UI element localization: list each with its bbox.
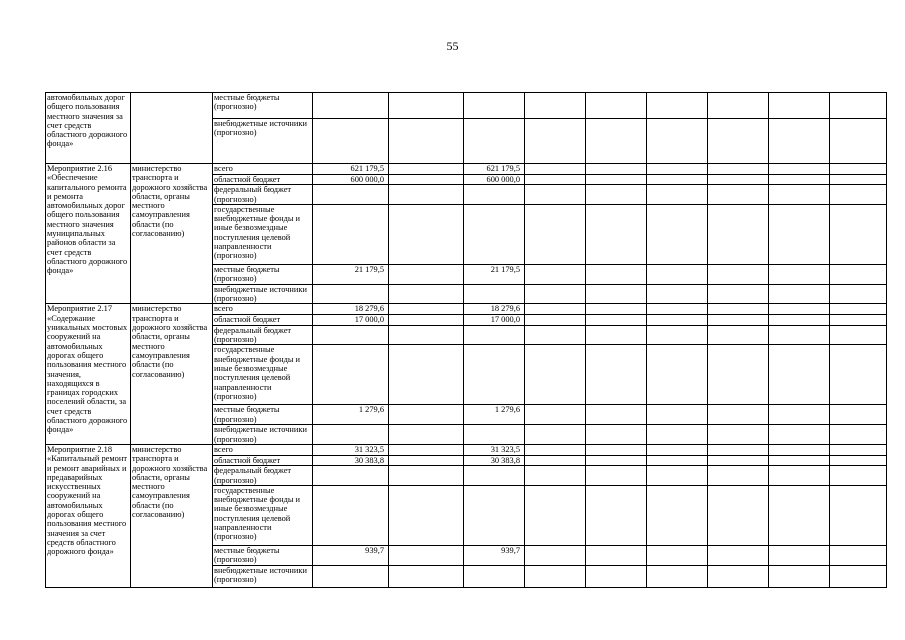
amount-cell [647, 284, 708, 304]
amount-cell [389, 545, 464, 565]
amount-cell [708, 444, 769, 455]
amount-cell [389, 119, 464, 164]
amount-cell [464, 345, 525, 405]
amount-cell [769, 284, 830, 304]
amount-cell [586, 565, 647, 587]
amount-cell [525, 185, 586, 205]
amount-cell [647, 485, 708, 545]
amount-cell [389, 444, 464, 455]
amount-cell [586, 304, 647, 315]
amount-cell [313, 185, 389, 205]
amount-cell [389, 185, 464, 205]
executor-cell [131, 93, 213, 164]
amount-cell: 939,7 [464, 545, 525, 565]
amount-cell [525, 425, 586, 445]
amount-cell [830, 185, 887, 205]
amount-cell [389, 264, 464, 284]
amount-cell [769, 485, 830, 545]
amount-cell [389, 345, 464, 405]
amount-cell [586, 185, 647, 205]
amount-cell [586, 175, 647, 185]
funding-source-cell: местные бюджеты (прогнозно) [213, 545, 313, 565]
amount-cell [647, 325, 708, 345]
amount-cell [647, 565, 708, 587]
amount-cell [313, 466, 389, 486]
amount-cell: 18 279,6 [313, 304, 389, 315]
amount-cell: 621 179,5 [313, 164, 389, 175]
amount-cell [586, 264, 647, 284]
amount-cell [708, 545, 769, 565]
funding-source-cell: всего [213, 304, 313, 315]
amount-cell [708, 304, 769, 315]
amount-cell [313, 345, 389, 405]
funding-source-cell: всего [213, 164, 313, 175]
amount-cell [830, 93, 887, 119]
amount-cell [647, 466, 708, 486]
amount-cell [389, 485, 464, 545]
amount-cell [830, 455, 887, 465]
amount-cell [830, 325, 887, 345]
funding-source-cell: федеральный бюджет (прогнозно) [213, 466, 313, 486]
amount-cell [525, 565, 586, 587]
budget-table [45, 92, 887, 588]
amount-cell [586, 345, 647, 405]
amount-cell: 600 000,0 [313, 175, 389, 185]
amount-cell [525, 444, 586, 455]
funding-source-cell: областной бюджет [213, 315, 313, 325]
amount-cell [525, 485, 586, 545]
amount-cell [525, 466, 586, 486]
amount-cell [586, 325, 647, 345]
amount-cell [525, 455, 586, 465]
funding-source-cell: областной бюджет [213, 455, 313, 465]
amount-cell [769, 425, 830, 445]
amount-cell [313, 325, 389, 345]
amount-cell [830, 119, 887, 164]
amount-cell [830, 545, 887, 565]
amount-cell [647, 455, 708, 465]
amount-cell [708, 485, 769, 545]
amount-cell [830, 466, 887, 486]
amount-cell [647, 304, 708, 315]
amount-cell [525, 264, 586, 284]
funding-source-cell: внебюджетные источники (прогнозно) [213, 565, 313, 587]
amount-cell [830, 425, 887, 445]
amount-cell [525, 93, 586, 119]
amount-cell [389, 175, 464, 185]
amount-cell [464, 565, 525, 587]
amount-cell [647, 315, 708, 325]
amount-cell [830, 485, 887, 545]
amount-cell [586, 405, 647, 425]
amount-cell [525, 204, 586, 264]
amount-cell [525, 325, 586, 345]
amount-cell: 1 279,6 [313, 405, 389, 425]
amount-cell [586, 284, 647, 304]
amount-cell [769, 164, 830, 175]
amount-cell: 18 279,6 [464, 304, 525, 315]
amount-cell [525, 175, 586, 185]
amount-cell [464, 93, 525, 119]
amount-cell [769, 455, 830, 465]
amount-cell [769, 304, 830, 315]
amount-cell [769, 93, 830, 119]
amount-cell [769, 264, 830, 284]
amount-cell: 600 000,0 [464, 175, 525, 185]
amount-cell [769, 345, 830, 405]
amount-cell [647, 204, 708, 264]
amount-cell [389, 565, 464, 587]
amount-cell [586, 485, 647, 545]
amount-cell [830, 284, 887, 304]
amount-cell [464, 119, 525, 164]
amount-cell [769, 405, 830, 425]
amount-cell [769, 185, 830, 205]
amount-cell [647, 119, 708, 164]
page-number: 55 [446, 39, 459, 53]
amount-cell [464, 485, 525, 545]
amount-cell [313, 284, 389, 304]
amount-cell [389, 425, 464, 445]
measure-cell: автомобильных дорог общего пользования местного значения за счет средств областного дорожного фонда» [46, 93, 131, 164]
amount-cell: 31 323,5 [464, 444, 525, 455]
amount-cell [830, 204, 887, 264]
funding-source-cell: внебюджетные источники (прогнозно) [213, 284, 313, 304]
amount-cell [830, 405, 887, 425]
amount-cell [708, 345, 769, 405]
amount-cell [830, 565, 887, 587]
amount-cell [586, 425, 647, 445]
amount-cell: 17 000,0 [464, 315, 525, 325]
funding-source-cell: федеральный бюджет (прогнозно) [213, 185, 313, 205]
funding-source-cell: местные бюджеты (прогнозно) [213, 93, 313, 119]
amount-cell [586, 204, 647, 264]
amount-cell [708, 325, 769, 345]
amount-cell [647, 175, 708, 185]
amount-cell [586, 545, 647, 565]
amount-cell: 21 179,5 [464, 264, 525, 284]
amount-cell [464, 204, 525, 264]
amount-cell [313, 119, 389, 164]
amount-cell: 21 179,5 [313, 264, 389, 284]
table-body [46, 93, 887, 588]
amount-cell [647, 185, 708, 205]
executor-cell: министерство транспорта и дорожного хозяйства области, органы местного самоуправления области (по согласованию) [131, 304, 213, 444]
amount-cell [647, 425, 708, 445]
measure-cell: Мероприятие 2.16 «Обеспечение капитального ремонта и ремонта автомобильных дорог общего пользования местного значения муниципальных районов области за счет средств областного дорожного фонда» [46, 164, 131, 304]
measure-cell: Мероприятие 2.17 «Содержание уникальных мостовых сооружений на автомобильных дорогах общего пользования местного значения, находящихся в границах городских поселений области, за счет средств областного дорожного фонда» [46, 304, 131, 444]
amount-cell [389, 93, 464, 119]
amount-cell [830, 164, 887, 175]
amount-cell [708, 119, 769, 164]
amount-cell [525, 315, 586, 325]
amount-cell [586, 315, 647, 325]
amount-cell: 17 000,0 [313, 315, 389, 325]
amount-cell [389, 284, 464, 304]
funding-source-cell: местные бюджеты (прогнозно) [213, 405, 313, 425]
amount-cell [464, 466, 525, 486]
amount-cell [464, 325, 525, 345]
amount-cell [830, 264, 887, 284]
amount-cell [586, 119, 647, 164]
executor-cell: министерство транспорта и дорожного хозяйства области, органы местного самоуправления области (по согласованию) [131, 444, 213, 587]
amount-cell [830, 304, 887, 315]
amount-cell [313, 204, 389, 264]
amount-cell [708, 565, 769, 587]
amount-cell [708, 315, 769, 325]
table-row [46, 444, 887, 455]
amount-cell: 621 179,5 [464, 164, 525, 175]
amount-cell [525, 545, 586, 565]
amount-cell [389, 466, 464, 486]
amount-cell: 30 383,8 [464, 455, 525, 465]
amount-cell [525, 405, 586, 425]
amount-cell [389, 325, 464, 345]
amount-cell [525, 164, 586, 175]
funding-source-cell: внебюджетные источники (прогнозно) [213, 425, 313, 445]
table-row [46, 93, 887, 119]
amount-cell [830, 175, 887, 185]
funding-source-cell: всего [213, 444, 313, 455]
amount-cell [525, 119, 586, 164]
amount-cell [464, 185, 525, 205]
amount-cell [708, 185, 769, 205]
amount-cell [525, 304, 586, 315]
amount-cell [389, 204, 464, 264]
amount-cell [586, 93, 647, 119]
funding-source-cell: государственные внебюджетные фонды и иные безвозмездные поступления целевой направленности (прогнозно) [213, 485, 313, 545]
amount-cell [313, 93, 389, 119]
amount-cell [586, 466, 647, 486]
amount-cell [525, 284, 586, 304]
amount-cell [708, 466, 769, 486]
amount-cell [708, 175, 769, 185]
amount-cell [708, 455, 769, 465]
amount-cell [647, 444, 708, 455]
amount-cell [708, 405, 769, 425]
amount-cell [389, 315, 464, 325]
amount-cell [708, 93, 769, 119]
amount-cell [769, 315, 830, 325]
amount-cell [313, 425, 389, 445]
amount-cell: 30 383,8 [313, 455, 389, 465]
executor-cell: министерство транспорта и дорожного хозяйства области, органы местного самоуправления области (по согласованию) [131, 164, 213, 304]
amount-cell [830, 444, 887, 455]
amount-cell: 939,7 [313, 545, 389, 565]
amount-cell [389, 304, 464, 315]
table-row [46, 304, 887, 315]
amount-cell [769, 565, 830, 587]
amount-cell [708, 264, 769, 284]
amount-cell [708, 204, 769, 264]
amount-cell [389, 455, 464, 465]
amount-cell [708, 164, 769, 175]
amount-cell [647, 345, 708, 405]
amount-cell [313, 565, 389, 587]
amount-cell [586, 164, 647, 175]
amount-cell [769, 466, 830, 486]
amount-cell [313, 485, 389, 545]
amount-cell [830, 345, 887, 405]
amount-cell [586, 444, 647, 455]
funding-source-cell: государственные внебюджетные фонды и иные безвозмездные поступления целевой направленности (прогнозно) [213, 345, 313, 405]
amount-cell [769, 325, 830, 345]
funding-source-cell: федеральный бюджет (прогнозно) [213, 325, 313, 345]
amount-cell [708, 425, 769, 445]
amount-cell [389, 405, 464, 425]
amount-cell [769, 175, 830, 185]
amount-cell [464, 284, 525, 304]
amount-cell [389, 164, 464, 175]
amount-cell [769, 204, 830, 264]
amount-cell [647, 405, 708, 425]
amount-cell [647, 264, 708, 284]
amount-cell [647, 545, 708, 565]
amount-cell [647, 164, 708, 175]
amount-cell [647, 93, 708, 119]
amount-cell [769, 119, 830, 164]
funding-source-cell: местные бюджеты (прогнозно) [213, 264, 313, 284]
amount-cell [769, 444, 830, 455]
amount-cell: 31 323,5 [313, 444, 389, 455]
funding-source-cell: государственные внебюджетные фонды и иные безвозмездные поступления целевой направленности (прогнозно) [213, 204, 313, 264]
amount-cell [830, 315, 887, 325]
amount-cell: 1 279,6 [464, 405, 525, 425]
amount-cell [586, 455, 647, 465]
amount-cell [769, 545, 830, 565]
amount-cell [708, 284, 769, 304]
funding-source-cell: областной бюджет [213, 175, 313, 185]
amount-cell [525, 345, 586, 405]
amount-cell [464, 425, 525, 445]
funding-source-cell: внебюджетные источники (прогнозно) [213, 119, 313, 164]
table-row [46, 164, 887, 175]
measure-cell: Мероприятие 2.18 «Капитальный ремонт и ремонт аварийных и предаварийных искусственных сооружений на автомобильных дорогах общего пользования местного значения за счет средств областного дорожного фонда» [46, 444, 131, 587]
